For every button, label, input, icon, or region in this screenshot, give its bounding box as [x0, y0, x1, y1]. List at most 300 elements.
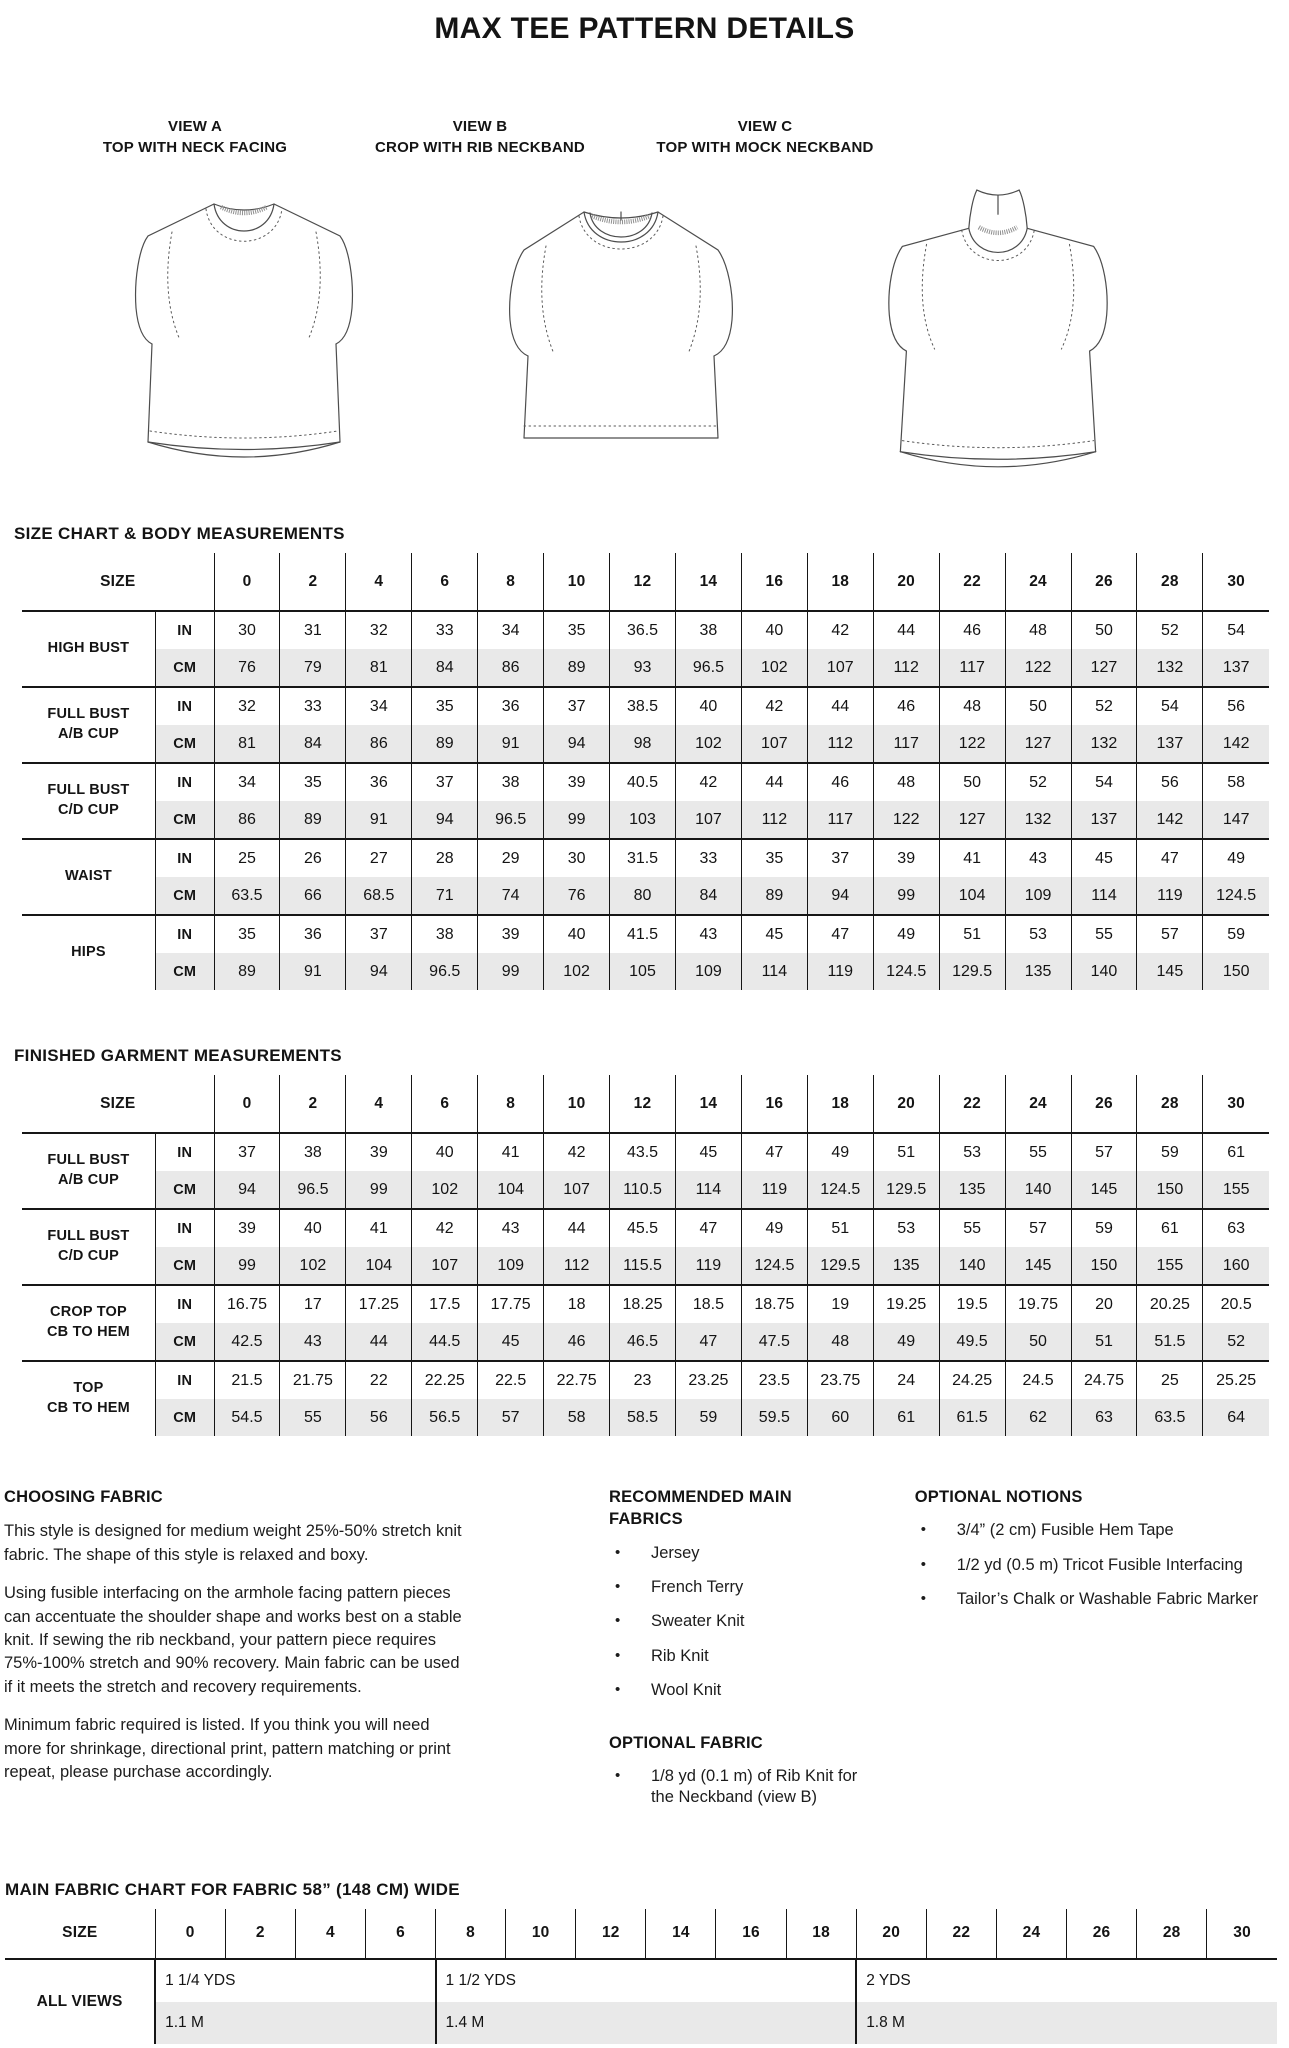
value-cell: 19.75	[1005, 1285, 1071, 1323]
value-cell: 64	[1203, 1399, 1269, 1436]
size-col-header: 18	[786, 1909, 856, 1959]
value-cell: 44	[346, 1323, 412, 1361]
value-cell: 25.25	[1203, 1361, 1269, 1399]
value-cell: 33	[675, 839, 741, 877]
value-cell: 114	[1071, 877, 1137, 915]
value-cell: 24.75	[1071, 1361, 1137, 1399]
value-cell: 59	[675, 1399, 741, 1436]
value-cell: 50	[1005, 1323, 1071, 1361]
value-cell: 127	[1071, 649, 1137, 687]
value-cell: 61	[873, 1399, 939, 1436]
value-cell: 109	[478, 1247, 544, 1285]
value-cell: 49.5	[939, 1323, 1005, 1361]
value-cell: 39	[478, 915, 544, 953]
view-c-desc: TOP WITH MOCK NECKBAND	[656, 139, 874, 156]
top-neck-facing-illustration	[126, 188, 362, 480]
value-cell: 51	[1071, 1323, 1137, 1361]
unit-cm-cell: CM	[155, 801, 214, 839]
value-cell: 89	[544, 649, 610, 687]
unit-in-cell: IN	[155, 839, 214, 877]
value-cell: 129.5	[873, 1171, 939, 1209]
value-cell: 102	[412, 1171, 478, 1209]
value-cell: 24.25	[939, 1361, 1005, 1399]
size-col-header: 30	[1203, 553, 1269, 611]
finished-garment-heading: FINISHED GARMENT MEASUREMENTS	[14, 1046, 342, 1065]
value-cell: 112	[544, 1247, 610, 1285]
value-cell: 117	[873, 725, 939, 763]
value-cell: 40	[544, 915, 610, 953]
value-cell: 129.5	[807, 1247, 873, 1285]
finished-garment-section	[0, 1046, 1289, 1436]
value-cell: 112	[807, 725, 873, 763]
value-cell: 46.5	[610, 1323, 676, 1361]
measure-label-line: FULL BUST	[47, 782, 130, 799]
value-cell: 33	[412, 611, 478, 649]
value-cell: 56	[1137, 763, 1203, 801]
value-cell: 94	[544, 725, 610, 763]
value-cell: 21.75	[280, 1361, 346, 1399]
value-cell: 155	[1203, 1171, 1269, 1209]
size-col-header: 18	[807, 1075, 873, 1133]
view-a-desc: TOP WITH NECK FACING	[102, 139, 288, 156]
value-cell: 23.5	[741, 1361, 807, 1399]
value-cell: 127	[939, 801, 1005, 839]
value-cell: 132	[1005, 801, 1071, 839]
value-cell: 99	[346, 1171, 412, 1209]
size-col-header: 0	[155, 1909, 225, 1959]
list-item-text: Tailor’s Chalk or Washable Fabric Marker	[956, 1590, 1259, 1609]
value-cell: 96.5	[478, 801, 544, 839]
value-cell: 117	[939, 649, 1005, 687]
value-cell: 96.5	[412, 953, 478, 990]
optional-notions-list	[915, 1520, 1275, 1610]
value-cell: 104	[478, 1171, 544, 1209]
view-b-name: VIEW B	[452, 118, 508, 135]
list-item-text: 1/2 yd (0.5 m) Tricot Fusible Interfacing	[956, 1555, 1243, 1574]
value-cell: 109	[675, 953, 741, 990]
value-cell: 37	[544, 687, 610, 725]
value-cell: 81	[214, 725, 280, 763]
measure-label-line: C/D CUP	[57, 1248, 119, 1264]
value-cell: 39	[873, 839, 939, 877]
value-cell: 48	[939, 687, 1005, 725]
value-cell: 22	[346, 1361, 412, 1399]
size-col-header: 10	[544, 553, 610, 611]
top-mock-neckband-illustration	[872, 184, 1124, 494]
list-item-text: French Terry	[650, 1577, 744, 1596]
value-cell: 40	[741, 611, 807, 649]
optional-notions-heading: OPTIONAL NOTIONS	[914, 1488, 1083, 1506]
value-cell: 23	[610, 1361, 676, 1399]
meters-cell: 1.1 M	[155, 2002, 435, 2044]
value-cell: 47	[675, 1209, 741, 1247]
measure-row-label	[22, 687, 155, 763]
value-cell: 41	[939, 839, 1005, 877]
value-cell: 42	[807, 611, 873, 649]
value-cell: 107	[675, 801, 741, 839]
unit-cm-cell: CM	[155, 649, 214, 687]
measure-label-line: HIGH BUST	[47, 640, 130, 657]
value-cell: 28	[412, 839, 478, 877]
value-cell: 46	[939, 611, 1005, 649]
value-cell: 94	[346, 953, 412, 990]
recommended-fabrics-column	[609, 1486, 863, 1822]
value-cell: 25	[1137, 1361, 1203, 1399]
size-col-header: 12	[576, 1909, 646, 1959]
value-cell: 86	[478, 649, 544, 687]
unit-in-cell: IN	[155, 915, 214, 953]
value-cell: 35	[280, 763, 346, 801]
value-cell: 22.75	[544, 1361, 610, 1399]
value-cell: 56.5	[412, 1399, 478, 1436]
value-cell: 135	[939, 1171, 1005, 1209]
value-cell: 46	[873, 687, 939, 725]
value-cell: 57	[478, 1399, 544, 1436]
bullet-icon: •	[614, 1646, 621, 1664]
value-cell: 44.5	[412, 1323, 478, 1361]
value-cell: 54	[1137, 687, 1203, 725]
size-col-header: 20	[856, 1909, 926, 1959]
value-cell: 132	[1137, 649, 1203, 687]
list-item	[609, 1611, 863, 1632]
value-cell: 30	[544, 839, 610, 877]
view-c-drawing	[872, 184, 1124, 494]
value-cell: 31	[280, 611, 346, 649]
measure-row-label	[22, 1133, 155, 1209]
value-cell: 38	[412, 915, 478, 953]
value-cell: 56	[1203, 687, 1269, 725]
body-paragraph: Minimum fabric required is listed. If you think you will need more for shrinkage, directional print, pattern matching or print repeat, please purchase accordingly.	[4, 1716, 451, 1782]
value-cell: 53	[873, 1209, 939, 1247]
view-a-drawing	[126, 188, 362, 480]
unit-cm-cell: CM	[155, 953, 214, 990]
value-cell: 49	[1203, 839, 1269, 877]
value-cell: 49	[873, 1323, 939, 1361]
value-cell: 49	[741, 1209, 807, 1247]
value-cell: 34	[346, 687, 412, 725]
measure-label-line: HIPS	[71, 944, 106, 961]
value-cell: 127	[1005, 725, 1071, 763]
value-cell: 43.5	[610, 1133, 676, 1171]
value-cell: 129.5	[939, 953, 1005, 990]
value-cell: 19.5	[939, 1285, 1005, 1323]
measure-row-label	[22, 1209, 155, 1285]
bullet-icon: •	[614, 1577, 621, 1595]
value-cell: 122	[1005, 649, 1071, 687]
value-cell: 155	[1137, 1247, 1203, 1285]
size-col-header: 14	[646, 1909, 716, 1959]
value-cell: 150	[1137, 1171, 1203, 1209]
value-cell: 50	[1005, 687, 1071, 725]
value-cell: 36.5	[610, 611, 676, 649]
recommended-fabrics-list	[609, 1543, 863, 1702]
unit-cm-cell: CM	[155, 1323, 214, 1361]
value-cell: 18	[544, 1285, 610, 1323]
value-cell: 89	[412, 725, 478, 763]
optional-fabric-heading: OPTIONAL FABRIC	[608, 1733, 763, 1752]
value-cell: 137	[1071, 801, 1137, 839]
view-a-name: VIEW A	[168, 118, 222, 135]
value-cell: 40	[280, 1209, 346, 1247]
value-cell: 86	[346, 725, 412, 763]
measure-label-line: FULL BUST	[47, 1228, 130, 1245]
size-col-header: 22	[939, 553, 1005, 611]
unit-cm-cell: CM	[155, 877, 214, 915]
value-cell: 81	[346, 649, 412, 687]
crop-rib-neckband-illustration	[498, 198, 744, 450]
value-cell: 66	[280, 877, 346, 915]
size-col-header: 16	[741, 553, 807, 611]
value-cell: 51.5	[1137, 1323, 1203, 1361]
value-cell: 63.5	[1137, 1399, 1203, 1436]
unit-in-cell: IN	[155, 611, 214, 649]
value-cell: 23.25	[675, 1361, 741, 1399]
unit-in-cell: IN	[155, 687, 214, 725]
value-cell: 34	[214, 763, 280, 801]
size-col-header: 8	[478, 553, 544, 611]
pattern-views	[0, 46, 1289, 524]
body-measurements-table	[22, 553, 1269, 990]
value-cell: 59	[1137, 1133, 1203, 1171]
value-cell: 63	[1203, 1209, 1269, 1247]
value-cell: 107	[412, 1247, 478, 1285]
choosing-fabric-column	[4, 1486, 467, 1799]
size-col-header: 20	[873, 553, 939, 611]
value-cell: 62	[1005, 1399, 1071, 1436]
size-col-header: 4	[295, 1909, 365, 1959]
size-col-header: 30	[1203, 1075, 1269, 1133]
size-col-header: 8	[436, 1909, 506, 1959]
value-cell: 119	[741, 1171, 807, 1209]
value-cell: 102	[675, 725, 741, 763]
value-cell: 122	[873, 801, 939, 839]
measure-row-label	[22, 839, 155, 915]
value-cell: 24.5	[1005, 1361, 1071, 1399]
value-cell: 58	[544, 1399, 610, 1436]
value-cell: 53	[939, 1133, 1005, 1171]
value-cell: 140	[1005, 1171, 1071, 1209]
value-cell: 30	[214, 611, 280, 649]
value-cell: 34	[478, 611, 544, 649]
size-col-header: 30	[1207, 1909, 1277, 1959]
value-cell: 35	[544, 611, 610, 649]
value-cell: 25	[214, 839, 280, 877]
value-cell: 56	[346, 1399, 412, 1436]
value-cell: 91	[346, 801, 412, 839]
value-cell: 19.25	[873, 1285, 939, 1323]
list-item-text: 1/8 yd (0.1 m) of Rib Knit for the Neckband (view B)	[650, 1766, 858, 1807]
value-cell: 147	[1203, 801, 1269, 839]
list-item-text: Jersey	[650, 1543, 700, 1562]
measure-label-line: WAIST	[65, 868, 112, 885]
all-views-label: ALL VIEWS	[5, 1959, 155, 2044]
view-a-label	[60, 116, 330, 158]
value-cell: 137	[1137, 725, 1203, 763]
value-cell: 53	[1005, 915, 1071, 953]
size-label: SIZE	[5, 1909, 155, 1959]
value-cell: 47	[741, 1133, 807, 1171]
value-cell: 24	[873, 1361, 939, 1399]
size-label: SIZE	[22, 553, 214, 611]
value-cell: 39	[214, 1209, 280, 1247]
value-cell: 91	[280, 953, 346, 990]
size-col-header: 14	[675, 553, 741, 611]
value-cell: 160	[1203, 1247, 1269, 1285]
size-chart-section	[0, 524, 1289, 990]
list-item-text: Rib Knit	[650, 1646, 709, 1665]
value-cell: 38	[675, 611, 741, 649]
value-cell: 40	[675, 687, 741, 725]
measure-row-label	[22, 611, 155, 687]
size-col-header: 10	[544, 1075, 610, 1133]
value-cell: 140	[1071, 953, 1137, 990]
view-b-drawing	[498, 198, 744, 450]
value-cell: 22.5	[478, 1361, 544, 1399]
value-cell: 45	[675, 1133, 741, 1171]
fabric-chart-section	[0, 1880, 1289, 2044]
value-cell: 32	[346, 611, 412, 649]
value-cell: 50	[939, 763, 1005, 801]
value-cell: 44	[873, 611, 939, 649]
value-cell: 124.5	[741, 1247, 807, 1285]
value-cell: 20	[1071, 1285, 1137, 1323]
yardage-cell: 1 1/2 YDS	[436, 1959, 857, 2002]
value-cell: 37	[807, 839, 873, 877]
unit-in-cell: IN	[155, 1209, 214, 1247]
measure-row-label	[22, 1361, 155, 1436]
value-cell: 51	[939, 915, 1005, 953]
list-item-text: 3/4” (2 cm) Fusible Hem Tape	[956, 1521, 1174, 1540]
value-cell: 39	[544, 763, 610, 801]
size-col-header: 12	[610, 1075, 676, 1133]
size-col-header: 10	[506, 1909, 576, 1959]
value-cell: 135	[873, 1247, 939, 1285]
value-cell: 114	[741, 953, 807, 990]
value-cell: 142	[1137, 801, 1203, 839]
value-cell: 102	[280, 1247, 346, 1285]
measure-row-label	[22, 915, 155, 990]
size-col-header: 26	[1067, 1909, 1137, 1959]
value-cell: 99	[478, 953, 544, 990]
value-cell: 48	[873, 763, 939, 801]
view-c-name: VIEW C	[737, 118, 793, 135]
value-cell: 110.5	[610, 1171, 676, 1209]
list-item	[609, 1766, 863, 1809]
value-cell: 142	[1203, 725, 1269, 763]
size-col-header: 24	[1005, 553, 1071, 611]
value-cell: 37	[346, 915, 412, 953]
value-cell: 48	[807, 1323, 873, 1361]
value-cell: 71	[412, 877, 478, 915]
value-cell: 42	[544, 1133, 610, 1171]
value-cell: 41	[478, 1133, 544, 1171]
value-cell: 54.5	[214, 1399, 280, 1436]
value-cell: 63.5	[214, 877, 280, 915]
bullet-icon: •	[920, 1521, 926, 1539]
value-cell: 74	[478, 877, 544, 915]
value-cell: 150	[1203, 953, 1269, 990]
value-cell: 52	[1137, 611, 1203, 649]
bullet-icon: •	[920, 1555, 926, 1573]
measure-label-line: TOP	[73, 1380, 104, 1397]
recommended-fabrics-heading: RECOMMENDED MAIN FABRICS	[608, 1488, 792, 1529]
value-cell: 42.5	[214, 1323, 280, 1361]
value-cell: 29	[478, 839, 544, 877]
value-cell: 76	[544, 877, 610, 915]
value-cell: 33	[280, 687, 346, 725]
value-cell: 52	[1071, 687, 1137, 725]
value-cell: 102	[741, 649, 807, 687]
value-cell: 68.5	[346, 877, 412, 915]
value-cell: 46	[807, 763, 873, 801]
value-cell: 60	[807, 1399, 873, 1436]
choosing-fabric-heading: CHOOSING FABRIC	[4, 1488, 163, 1506]
meters-cell: 1.4 M	[436, 2002, 857, 2044]
unit-in-cell: IN	[155, 763, 214, 801]
size-col-header: 28	[1137, 1075, 1203, 1133]
value-cell: 47	[675, 1323, 741, 1361]
value-cell: 99	[544, 801, 610, 839]
size-col-header: 0	[214, 1075, 280, 1133]
value-cell: 43	[478, 1209, 544, 1247]
value-cell: 104	[346, 1247, 412, 1285]
value-cell: 93	[610, 649, 676, 687]
value-cell: 63	[1071, 1399, 1137, 1436]
value-cell: 39	[346, 1133, 412, 1171]
list-item	[915, 1555, 1275, 1576]
value-cell: 114	[675, 1171, 741, 1209]
measure-label-line: CB TO HEM	[47, 1400, 130, 1416]
size-chart-heading: SIZE CHART & BODY MEASUREMENTS	[14, 524, 345, 543]
value-cell: 36	[346, 763, 412, 801]
size-col-header: 22	[939, 1075, 1005, 1133]
value-cell: 57	[1137, 915, 1203, 953]
fabric-chart-table	[5, 1909, 1277, 2044]
value-cell: 47.5	[741, 1323, 807, 1361]
value-cell: 42	[412, 1209, 478, 1247]
value-cell: 89	[741, 877, 807, 915]
unit-in-cell: IN	[155, 1361, 214, 1399]
size-col-header: 6	[365, 1909, 435, 1959]
list-item	[609, 1543, 863, 1564]
value-cell: 137	[1203, 649, 1269, 687]
value-cell: 17.25	[346, 1285, 412, 1323]
value-cell: 80	[610, 877, 676, 915]
value-cell: 42	[675, 763, 741, 801]
value-cell: 38.5	[610, 687, 676, 725]
value-cell: 86	[214, 801, 280, 839]
choosing-fabric-text	[4, 1520, 467, 1784]
value-cell: 117	[807, 801, 873, 839]
view-c-label	[630, 116, 900, 158]
value-cell: 18.25	[610, 1285, 676, 1323]
size-col-header: 6	[412, 553, 478, 611]
value-cell: 124.5	[873, 953, 939, 990]
unit-in-cell: IN	[155, 1133, 214, 1171]
bullet-icon: •	[920, 1590, 926, 1608]
value-cell: 98	[610, 725, 676, 763]
size-col-header: 6	[412, 1075, 478, 1133]
value-cell: 47	[1137, 839, 1203, 877]
value-cell: 43	[1005, 839, 1071, 877]
size-col-header: 16	[741, 1075, 807, 1133]
value-cell: 44	[807, 687, 873, 725]
value-cell: 135	[1005, 953, 1071, 990]
size-col-header: 2	[225, 1909, 295, 1959]
value-cell: 84	[675, 877, 741, 915]
measure-label-line: FULL BUST	[47, 706, 130, 723]
unit-in-cell: IN	[155, 1285, 214, 1323]
